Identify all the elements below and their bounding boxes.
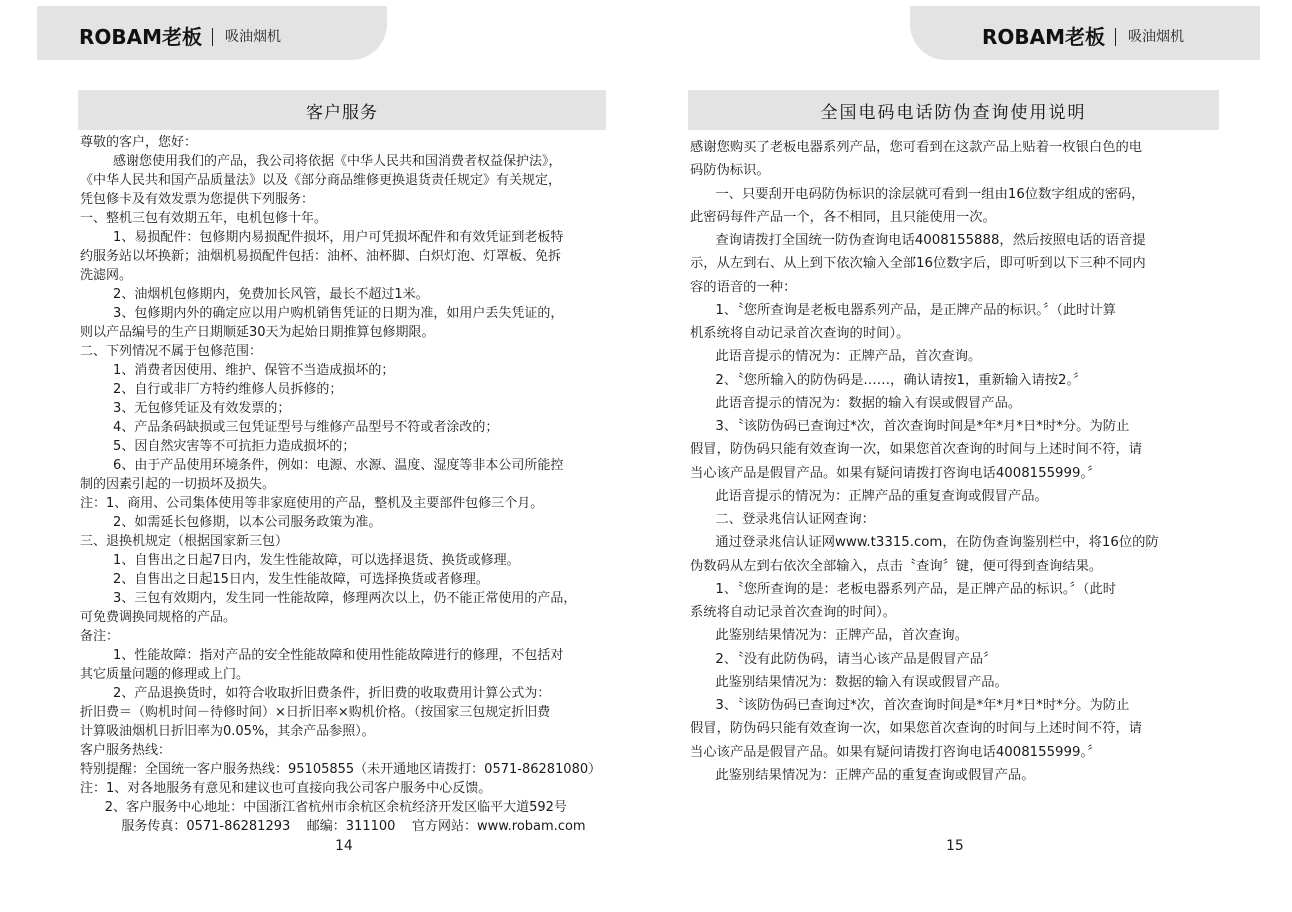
left-page-number: 14	[335, 838, 353, 854]
text-line: 3、无包修凭证及有效发票的；	[80, 401, 291, 416]
text-line: 3、包修期内外的确定应以用户购机销售凭证的日期为准，如用户丢失凭证的，	[80, 306, 564, 321]
text-line: 注：1、商用、公司集体使用等非家庭使用的产品，整机及主要部件包修三个月。	[80, 496, 544, 511]
text-line: 1、自售出之日起7日内，发生性能故障，可以选择退货、换货或修理。	[80, 553, 520, 568]
text-line: 感谢您使用我们的产品，我公司将依据《中华人民共和国消费者权益保护法》，	[80, 154, 562, 169]
text-line: 一、整机三包有效期五年，电机包修十年。	[80, 211, 328, 226]
text-line: 注：1、对各地服务有意见和建议也可直接向我公司客户服务中心反馈。	[80, 781, 492, 796]
text-line: 备注：	[80, 629, 120, 644]
text-line: 凭包修卡及有效发票为您提供下列服务：	[80, 192, 315, 207]
text-line: 4、产品条码缺损或三包凭证型号与维修产品型号不符或者涂改的；	[80, 420, 499, 435]
text-line: 5、因自然灾害等不可抗拒力造成损坏的；	[80, 439, 356, 454]
text-line: 《中华人民共和国产品质量法》以及《部分商品维修更换退货责任规定》有关规定，	[80, 173, 562, 188]
text-line: 2、油烟机包修期内，免费加长风管，最长不超过1米。	[80, 287, 429, 302]
text-line: 查询请拨打全国统一防伪查询电话4008155888，然后按照电话的语音提	[690, 233, 1146, 248]
robam-logo: ROBAM老板	[982, 25, 1106, 49]
text-line: 折旧费＝（购机时间－待修时间）×日折旧率×购机价格。（按国家三包规定折旧费	[80, 705, 551, 720]
right-page-title: 全国电码电话防伪查询使用说明	[688, 90, 1219, 130]
brand-divider	[212, 28, 213, 46]
text-line: 示，从左到右、从上到下依次输入全部16位数字后，即可听到以下三种不同内	[690, 256, 1146, 272]
text-line: 2、如需延长包修期，以本公司服务政策为准。	[80, 515, 382, 530]
text-line: 服务传真：0571-86281293 邮编：311100 官方网站：www.robam.com	[80, 819, 586, 834]
left-header-band	[37, 6, 387, 60]
text-line: 此鉴别结果情况为：数据的输入有误或假冒产品。	[690, 674, 1008, 690]
robam-logo: ROBAM老板	[79, 25, 203, 49]
text-line: 1、〝您所查询的是：老板电器系列产品，是正牌产品的标识。〞（此时	[690, 581, 1117, 597]
text-line: 二、登录兆信认证网查询：	[690, 512, 875, 527]
text-line: 此密码每件产品一个，各不相同，且只能使用一次。	[690, 209, 996, 225]
text-line: 此鉴别结果情况为：正牌产品的重复查询或假冒产品。	[690, 767, 1035, 783]
text-line: 3、〝该防伪码已查询过*次，首次查询时间是*年*月*日*时*分。为防止	[690, 698, 1130, 713]
text-line: 洗滤网。	[80, 268, 133, 283]
text-line: 容的语音的一种：	[690, 279, 797, 295]
text-line: 特别提醒：全国统一客户服务热线：95105855（未开通地区请拨打：0571-86281080）	[80, 762, 602, 777]
right-page-number: 15	[946, 838, 964, 854]
text-line: 假冒，防伪码只能有效查询一次，如果您首次查询的时间与上述时间不符，请	[690, 721, 1143, 737]
text-line: 则以产品编号的生产日期顺延30天为起始日期推算包修期限。	[80, 325, 435, 340]
text-line: 3、〝该防伪码已查询过*次，首次查询时间是*年*月*日*时*分。为防止	[690, 419, 1130, 434]
text-line: 感谢您购买了老板电器系列产品，您可看到在这款产品上贴着一枚银白色的电	[690, 140, 1143, 155]
text-line: 码防伪标识。	[690, 163, 770, 179]
text-line: 通过登录兆信认证网www.t3315.com，在防伪查询鉴别栏中，将16位的防	[690, 535, 1159, 551]
text-line: 2、〝您所输入的防伪码是……，确认请按1，重新输入请按2。〞	[690, 372, 1087, 388]
text-line: 可免费调换同规格的产品。	[80, 610, 237, 625]
text-line: 此语音提示的情况为：正牌产品，首次查询。	[690, 349, 982, 365]
left-page-body	[80, 133, 608, 836]
text-line: 2、自售出之日起15日内，发生性能故障，可选择换货或者修理。	[80, 572, 489, 587]
text-line: 3、三包有效期内，发生同一性能故障，修理两次以上，仍不能正常使用的产品，	[80, 591, 577, 606]
text-line: 机系统将自动记录首次查询的时间）。	[690, 326, 910, 341]
text-line: 计算吸油烟机日折旧率为0.05%，其余产品参照）。	[80, 724, 375, 739]
text-line: 2、自行或非厂方特约维修人员拆修的；	[80, 382, 343, 397]
text-line: 假冒，防伪码只能有效查询一次，如果您首次查询的时间与上述时间不符，请	[690, 442, 1143, 458]
text-line: 尊敬的客户，您好：	[80, 135, 198, 150]
product-category: 吸油烟机	[225, 29, 282, 45]
text-line: 1、易损配件：包修期内易损配件损坏，用户可凭损坏配件和有效凭证到老板特	[80, 230, 564, 245]
right-page-body	[690, 136, 1220, 787]
text-line: 伪数码从左到右依次全部输入，点击〝查询〞键，便可得到查询结果。	[690, 558, 1103, 574]
text-line: 此语音提示的情况为：正牌产品的重复查询或假冒产品。	[690, 488, 1048, 504]
text-line: 约服务站以坏换新；油烟机易损配件包括：油杯、油杯脚、白炽灯泡、灯罩板、免拆	[80, 249, 562, 264]
product-category: 吸油烟机	[1128, 29, 1185, 45]
right-header-band	[910, 6, 1260, 60]
text-line: 客户服务热线：	[80, 743, 172, 758]
text-line: 1、〝您所查询是老板电器系列产品，是正牌产品的标识。〞（此时计算	[690, 302, 1117, 318]
text-line: 制的因素引起的一切损坏及损失。	[80, 477, 276, 492]
text-line: 此语音提示的情况为：数据的输入有误或假冒产品。	[690, 395, 1022, 411]
text-line: 二、下列情况不属于包修范围：	[80, 344, 263, 359]
text-line: 当心该产品是假冒产品。如果有疑问请拨打咨询电话4008155999。〞	[690, 744, 1101, 760]
text-line: 2、〝没有此防伪码，请当心该产品是假冒产品〞	[690, 651, 997, 667]
text-line: 系统将自动记录首次查询的时间）。	[690, 605, 897, 620]
brand-block	[79, 25, 281, 49]
text-line: 2、客户服务中心地址：中国浙江省杭州市余杭区余杭经济开发区临平大道592号	[80, 800, 567, 815]
text-line: 2、产品退换货时，如符合收取折旧费条件，折旧费的收取费用计算公式为：	[80, 686, 551, 701]
text-line: 6、由于产品使用环境条件，例如：电源、水源、温度、湿度等非本公司所能控	[80, 458, 564, 473]
left-page-title: 客户服务	[78, 90, 606, 130]
text-line: 1、性能故障：指对产品的安全性能故障和使用性能故障进行的修理，不包括对	[80, 648, 564, 663]
text-line: 一、只要刮开电码防伪标识的涂层就可看到一组由16位数字组成的密码，	[690, 186, 1145, 202]
brand-divider	[1115, 28, 1116, 46]
brand-block	[982, 25, 1184, 49]
text-line: 三、退换机规定（根据国家新三包）	[80, 534, 289, 549]
text-line: 当心该产品是假冒产品。如果有疑问请拨打咨询电话4008155999。〞	[690, 465, 1101, 481]
text-line: 此鉴别结果情况为：正牌产品，首次查询。	[690, 628, 969, 644]
text-line: 其它质量问题的修理或上门。	[80, 667, 250, 682]
text-line: 1、消费者因使用、维护、保管不当造成损坏的；	[80, 363, 395, 378]
